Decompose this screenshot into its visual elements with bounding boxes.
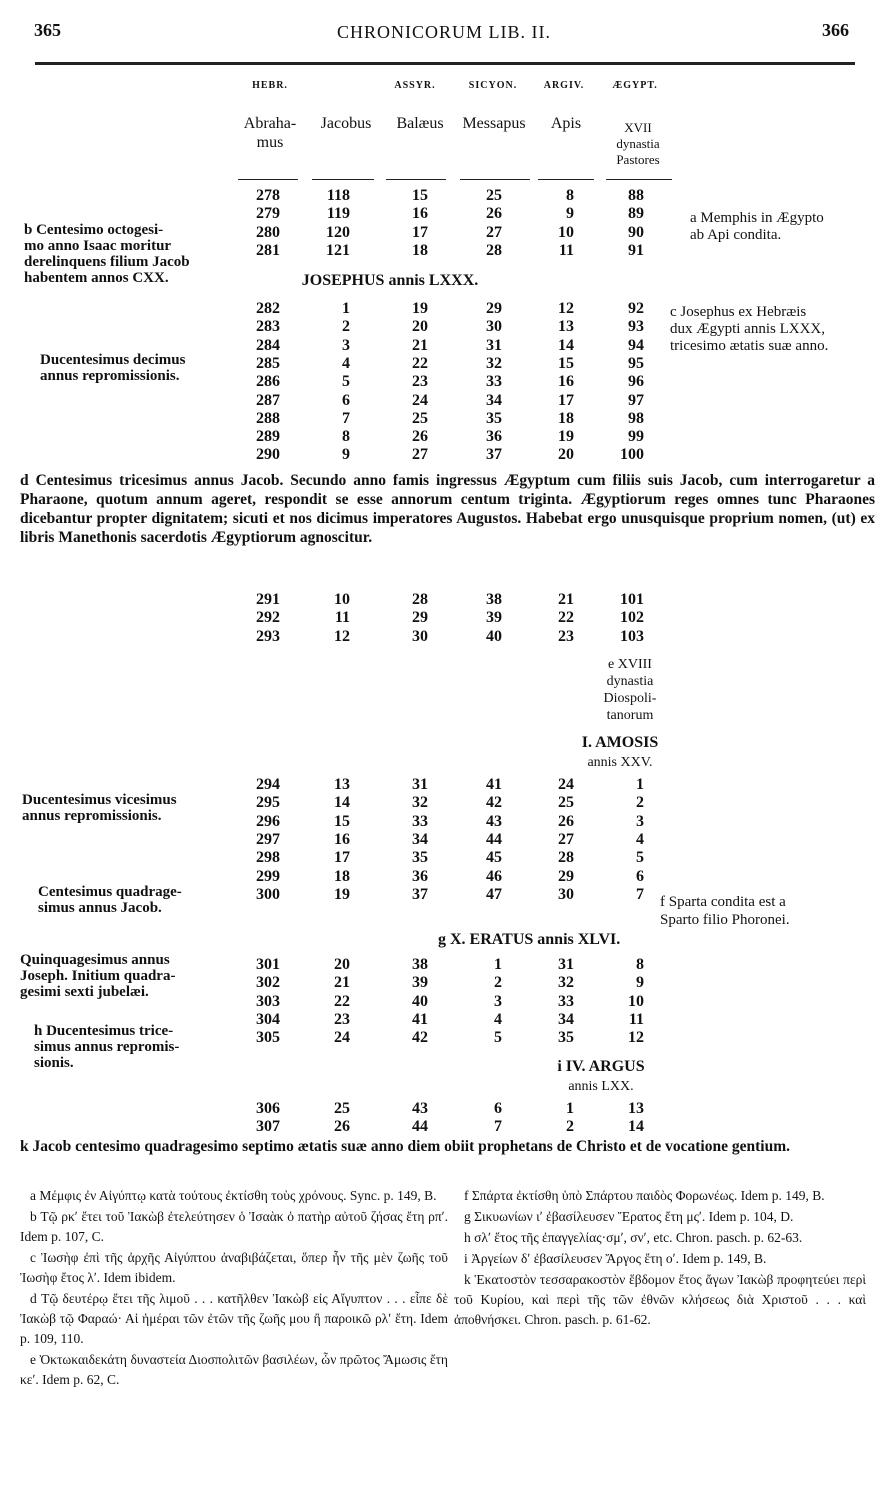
footnote: c Ἰωσὴφ ἐπὶ τῆς ἀρχῆς Αἰγύπτου ἀναβιβάζεται, ὅπερ ἦν τῆς μὲν ζωῆς τοῦ Ἰωσὴφ ἔτος λʹ. Idem ibidem. xyxy=(20,1250,448,1285)
table-cell: 37 xyxy=(486,446,502,464)
table-cell: 33 xyxy=(412,812,428,830)
table-cell: 26 xyxy=(558,812,574,830)
table-cell: 98 xyxy=(628,409,644,427)
table-cell: 31 xyxy=(486,336,502,354)
footnotes-left xyxy=(20,1186,448,1391)
dynasty-xviii-heading: e XVIII dynastia Diospoli- tanorum xyxy=(603,657,657,723)
table-cell: 120 xyxy=(326,223,350,241)
footnote: b Τῷ ρκʹ ἔτει τοῦ Ἰακὼβ ἐτελεύτησεν ὁ Ἰσαὰκ ὁ πατὴρ αὐτοῦ ζήσας ἔτη ρπʹ. Idem p. 107, C. xyxy=(20,1209,448,1244)
table-cell: 18 xyxy=(334,867,350,885)
table-cell: 26 xyxy=(412,428,428,446)
page-number-left: 365 xyxy=(34,20,61,40)
table-cell: 118 xyxy=(326,187,350,204)
table-cell: 6 xyxy=(494,1100,502,1117)
col-rule xyxy=(460,179,530,180)
table-cell: 34 xyxy=(558,1010,574,1028)
table-cell: 4 xyxy=(636,830,644,848)
table-cell: 280 xyxy=(256,223,280,241)
footnote: a Μέμφις ἐν Αἰγύπτῳ κατὰ τούτους ἐκτίσθη τοὺς χρόνους. Sync. p. 149, B. xyxy=(30,1188,437,1203)
table-cell: 38 xyxy=(412,956,428,973)
table-cell: 37 xyxy=(412,885,428,903)
table-cell: 22 xyxy=(412,354,428,372)
table-cell: 9 xyxy=(566,205,574,223)
table-cell: 291 xyxy=(256,591,280,608)
table-cell: 5 xyxy=(342,373,350,391)
table-cell: 15 xyxy=(334,812,350,830)
col-head-sicyon: SICYON. xyxy=(468,80,518,91)
table-cell: 12 xyxy=(628,1029,644,1047)
table-cell: 103 xyxy=(620,627,644,645)
table-cell: 43 xyxy=(412,1100,428,1117)
table-cell: 14 xyxy=(334,794,350,812)
table-cell: 10 xyxy=(628,992,644,1010)
table-cell: 97 xyxy=(628,391,644,409)
table-row xyxy=(0,410,888,428)
table-cell: 304 xyxy=(256,1010,280,1028)
table-row xyxy=(0,868,888,886)
table-cell: 9 xyxy=(636,974,644,992)
table-cell: 18 xyxy=(412,241,428,259)
table-cell: 8 xyxy=(342,428,350,446)
table-cell: 31 xyxy=(558,956,574,973)
table-cell: 88 xyxy=(628,187,644,204)
note-quadragesimus: Centesimus quadrage- simus annus Jacob. xyxy=(38,884,182,916)
table-row xyxy=(0,187,888,205)
table-cell: 20 xyxy=(334,956,350,973)
col-name-pastores: XVII dynastia Pastores xyxy=(616,120,660,167)
table-cell: 16 xyxy=(412,205,428,223)
col-name-messapus: Messapus xyxy=(462,115,526,132)
table-cell: 298 xyxy=(256,849,280,867)
table-cell: 24 xyxy=(334,1029,350,1047)
table-cell: 34 xyxy=(412,830,428,848)
table-cell: 99 xyxy=(628,428,644,446)
table-cell: 11 xyxy=(558,241,574,259)
table-cell: 119 xyxy=(326,205,350,223)
table-row xyxy=(0,591,888,609)
table-cell: 1 xyxy=(494,956,502,973)
table-cell: 102 xyxy=(620,609,644,627)
table-cell: 6 xyxy=(342,391,350,409)
table-cell: 294 xyxy=(256,776,280,793)
col-rule xyxy=(538,179,594,180)
table-cell: 26 xyxy=(486,205,502,223)
table-row xyxy=(0,831,888,849)
table-cell: 43 xyxy=(486,812,502,830)
table-cell: 36 xyxy=(486,428,502,446)
table-cell: 29 xyxy=(558,867,574,885)
table-cell: 121 xyxy=(326,241,350,259)
table-cell: 93 xyxy=(628,318,644,336)
table-cell: 306 xyxy=(256,1100,280,1117)
table-cell: 303 xyxy=(256,992,280,1010)
table-row xyxy=(0,849,888,867)
table-cell: 42 xyxy=(412,1029,428,1047)
footnote: f Σπάρτα ἐκτίσθη ὑπὸ Σπάρτου παιδὸς Φορωνέως. Idem p. 149, B. xyxy=(464,1188,825,1203)
table-cell: 39 xyxy=(486,609,502,627)
table-cell: 284 xyxy=(256,336,280,354)
col-rule xyxy=(386,179,446,180)
table-cell: 22 xyxy=(334,992,350,1010)
table-cell: 25 xyxy=(486,187,502,204)
note-decimus: Ducentesimus decimus annus repromissionis. xyxy=(40,352,186,384)
table-cell: 15 xyxy=(412,187,428,204)
table-cell: 22 xyxy=(558,609,574,627)
table-cell: 28 xyxy=(486,241,502,259)
table-cell: 30 xyxy=(412,627,428,645)
table-cell: 32 xyxy=(412,794,428,812)
table-cell: 302 xyxy=(256,974,280,992)
table-cell: 33 xyxy=(486,373,502,391)
table-cell: 11 xyxy=(334,609,350,627)
table-cell: 2 xyxy=(342,318,350,336)
table-cell: 41 xyxy=(412,1010,428,1028)
table-cell: 278 xyxy=(256,187,280,204)
col-head-aegypt: ÆGYPT. xyxy=(612,80,658,91)
table-cell: 6 xyxy=(636,867,644,885)
table-cell: 32 xyxy=(558,974,574,992)
eratus-heading: g X. ERATUS annis XLVI. xyxy=(438,931,621,948)
table-cell: 7 xyxy=(494,1118,502,1136)
table-cell: 26 xyxy=(334,1118,350,1136)
col-rule xyxy=(238,179,298,180)
note-b: b Centesimo octogesi- mo anno Isaac moritur derelinquens filium Jacob habentem annos CXX. xyxy=(24,222,190,286)
table-cell: 39 xyxy=(412,974,428,992)
table-cell: 15 xyxy=(558,354,574,372)
table-cell: 2 xyxy=(636,794,644,812)
table-cell: 92 xyxy=(628,300,644,317)
table-cell: 16 xyxy=(558,373,574,391)
page-header xyxy=(0,0,888,70)
table-cell: 90 xyxy=(628,223,644,241)
table-cell: 21 xyxy=(412,336,428,354)
table-cell: 89 xyxy=(628,205,644,223)
table-cell: 13 xyxy=(334,776,350,793)
table-cell: 25 xyxy=(334,1100,350,1117)
running-title: CHRONICORUM LIB. II. xyxy=(336,22,551,42)
table-cell: 7 xyxy=(636,885,644,903)
table-cell: 35 xyxy=(412,849,428,867)
table-cell: 34 xyxy=(486,391,502,409)
table-cell: 33 xyxy=(558,992,574,1010)
table-cell: 301 xyxy=(256,956,280,973)
table-cell: 18 xyxy=(558,409,574,427)
table-cell: 3 xyxy=(494,992,502,1010)
table-cell: 27 xyxy=(558,830,574,848)
table-cell: 94 xyxy=(628,336,644,354)
table-cell: 24 xyxy=(412,391,428,409)
table-row xyxy=(0,1118,888,1136)
table-cell: 13 xyxy=(628,1100,644,1117)
table-cell: 25 xyxy=(412,409,428,427)
table-cell: 2 xyxy=(494,974,502,992)
footnote: i Ἀργείων δʹ ἐβασίλευσεν Ἄργος ἔτη οʹ. Idem p. 149, B. xyxy=(464,1251,767,1266)
col-head-argiv: ARGIV. xyxy=(543,80,585,91)
table-cell: 14 xyxy=(558,336,574,354)
josephus-heading: JOSEPHUS annis LXXX. xyxy=(301,272,479,289)
note-c: c Josephus ex Hebræis dux Ægypti annis LXXX, tricesimo ætatis suæ anno. xyxy=(670,304,829,354)
table-cell: 13 xyxy=(558,318,574,336)
footnote: e Ὀκτωκαιδεκάτη δυναστεία Διοσπολιτῶν βασιλέων, ὧν πρῶτος Ἄμωσις ἔτη κεʹ. Idem p. 62, C. xyxy=(20,1352,448,1387)
note-quinquagesimus: Quinquagesimus annus Joseph. Initium quadra- gesimi sexti jubelæi. xyxy=(20,952,176,1000)
table-cell: 47 xyxy=(486,885,502,903)
table-cell: 28 xyxy=(412,591,428,608)
table-cell: 9 xyxy=(342,446,350,464)
table-cell: 4 xyxy=(342,354,350,372)
table-cell: 296 xyxy=(256,812,280,830)
table-cell: 290 xyxy=(256,446,280,464)
table-cell: 46 xyxy=(486,867,502,885)
table-cell: 299 xyxy=(256,867,280,885)
footnote: h σλʹ ἔτος τῆς ἐπαγγελίας·σμʹ, σνʹ, etc. Chron. pasch. p. 62-63. xyxy=(464,1230,803,1245)
table-cell: 19 xyxy=(558,428,574,446)
table-cell: 287 xyxy=(256,391,280,409)
table-cell: 101 xyxy=(620,591,644,608)
col-name-balaeus: Balæus xyxy=(396,115,444,132)
table-cell: 23 xyxy=(558,627,574,645)
table-cell: 3 xyxy=(636,812,644,830)
table-cell: 2 xyxy=(566,1118,574,1136)
table-cell: 305 xyxy=(256,1029,280,1047)
table-row xyxy=(0,428,888,446)
table-cell: 17 xyxy=(558,391,574,409)
table-cell: 295 xyxy=(256,794,280,812)
note-h: h Ducentesimus trice- simus annus repromis- sionis. xyxy=(34,1023,180,1071)
table-cell: 44 xyxy=(412,1118,428,1136)
table-cell: 23 xyxy=(412,373,428,391)
note-vicesimus: Ducentesimus vicesimus annus repromissionis. xyxy=(22,792,177,824)
table-cell: 25 xyxy=(558,794,574,812)
table-cell: 293 xyxy=(256,627,280,645)
table-cell: 35 xyxy=(486,409,502,427)
table-cell: 282 xyxy=(256,300,280,317)
footnote: g Σικυωνίων ιʹ ἐβασίλευσεν Ἔρατος ἔτη μςʹ. Idem p. 104, D. xyxy=(464,1209,794,1224)
paragraph-k: k Jacob centesimo quadragesimo septimo ætatis suæ anno diem obiit prophetans de Christo et de vocatione gentium. xyxy=(20,1138,790,1155)
col-head-hebr: HEBR. xyxy=(252,80,288,91)
table-cell: 44 xyxy=(486,830,502,848)
amosis-heading: I. AMOSIS xyxy=(581,734,659,751)
table-cell: 10 xyxy=(334,591,350,608)
table-cell: 307 xyxy=(256,1118,280,1136)
table-cell: 42 xyxy=(486,794,502,812)
col-name-apis: Apis xyxy=(550,115,582,132)
table-cell: 40 xyxy=(412,992,428,1010)
footnote: k Ἑκατοστὸν τεσσαρακοστὸν ἕβδομον ἔτος ἄγων Ἰακὼβ προφητεύει περὶ τοῦ Κυρίου, καὶ περὶ τῆς τῶν ἐθνῶν κλήσεως διὰ Χριστοῦ . . . καὶ ἀποθνήσκει. Chron. pasch. p. 61-62. xyxy=(454,1272,866,1327)
table-cell: 8 xyxy=(566,187,574,204)
table-cell: 1 xyxy=(566,1100,574,1117)
table-cell: 1 xyxy=(342,300,350,317)
footnotes-right xyxy=(454,1186,866,1331)
table-cell: 17 xyxy=(412,223,428,241)
table-cell: 10 xyxy=(558,223,574,241)
table-cell: 21 xyxy=(334,974,350,992)
table-cell: 38 xyxy=(486,591,502,608)
col-rule xyxy=(606,179,672,180)
table-cell: 21 xyxy=(558,591,574,608)
argus-years: annis LXX. xyxy=(568,1079,634,1094)
table-cell: 31 xyxy=(412,776,428,793)
table-cell: 32 xyxy=(486,354,502,372)
page-number-right: 366 xyxy=(822,20,849,40)
table-cell: 45 xyxy=(486,849,502,867)
table-cell: 41 xyxy=(486,776,502,793)
table-cell: 29 xyxy=(486,300,502,317)
footnote: d Τῷ δευτέρῳ ἔτει τῆς λιμοῦ . . . κατῆλθεν Ἰακὼβ εἰς Αἴγυπτον . . . εἶπε δὲ Ἰακὼβ τῷ Φαραώ· Αἱ ἡμέραι τῶν ἐτῶν τῆς ζωῆς μου ἢ παροικῶ ρλʹ ἔτη. Idem p. 109, 110. xyxy=(20,1291,448,1346)
table-cell: 19 xyxy=(412,300,428,317)
table-row xyxy=(0,446,888,464)
table-cell: 23 xyxy=(334,1010,350,1028)
table-cell: 36 xyxy=(412,867,428,885)
header-rule xyxy=(35,62,855,65)
table-cell: 288 xyxy=(256,409,280,427)
col-head-assyr: ASSYR. xyxy=(394,80,436,91)
table-cell: 285 xyxy=(256,354,280,372)
table-cell: 292 xyxy=(256,609,280,627)
table-cell: 20 xyxy=(558,446,574,464)
table-cell: 30 xyxy=(558,885,574,903)
table-row xyxy=(0,628,888,646)
paragraph-d: d Centesimus tricesimus annus Jacob. Secundo anno famis ingressus Ægyptum cum filiis suis Jacob, cum interrogaretur a Pharaone, quotum annum ageret, respondit se esse annorum centum triginta. Ægyptiorum reges omnes tunc Pharaones dicebantur propter dignitatem; sicuti et nos dicimus imperatores Augustos. Habebat ergo unusquisque proprium nomen, (ut) ex libris Manethonis sacerdotis Ægyptiorum agnoscitur. xyxy=(20,472,875,546)
note-a: a Memphis in Ægypto ab Api condita. xyxy=(690,210,824,243)
table-cell: 4 xyxy=(494,1010,502,1028)
table-cell: 11 xyxy=(628,1010,644,1028)
col-name-jacobus: Jacobus xyxy=(320,115,372,132)
table-cell: 24 xyxy=(558,776,574,793)
table-cell: 100 xyxy=(620,446,644,464)
table-cell: 30 xyxy=(486,318,502,336)
table-cell: 91 xyxy=(628,241,644,259)
table-cell: 1 xyxy=(636,776,644,793)
table-cell: 300 xyxy=(256,885,280,903)
table-cell: 12 xyxy=(334,627,350,645)
amosis-years: annis XXV. xyxy=(587,755,653,770)
table-cell: 20 xyxy=(412,318,428,336)
table-cell: 27 xyxy=(412,446,428,464)
table-cell: 29 xyxy=(412,609,428,627)
note-f: f Sparta condita est a Sparto filio Phoronei. xyxy=(660,894,790,928)
table-cell: 27 xyxy=(486,223,502,241)
table-row xyxy=(0,1100,888,1118)
table-cell: 281 xyxy=(256,241,280,259)
table-row xyxy=(0,392,888,410)
table-cell: 35 xyxy=(558,1029,574,1047)
table-cell: 3 xyxy=(342,336,350,354)
table-cell: 96 xyxy=(628,373,644,391)
table-cell: 16 xyxy=(334,830,350,848)
table-cell: 14 xyxy=(628,1118,644,1136)
col-rule xyxy=(312,179,374,180)
table-cell: 289 xyxy=(256,428,280,446)
table-cell: 5 xyxy=(494,1029,502,1047)
table-cell: 40 xyxy=(486,627,502,645)
table-row xyxy=(0,609,888,627)
table-cell: 95 xyxy=(628,354,644,372)
table-cell: 12 xyxy=(558,300,574,317)
table-cell: 286 xyxy=(256,373,280,391)
table-cell: 8 xyxy=(636,956,644,973)
table-cell: 283 xyxy=(256,318,280,336)
table-cell: 7 xyxy=(342,409,350,427)
argus-heading: i IV. ARGUS xyxy=(557,1058,645,1075)
table-cell: 279 xyxy=(256,205,280,223)
table-cell: 17 xyxy=(334,849,350,867)
col-name-abrahamus: Abraha- mus xyxy=(243,115,297,151)
table-cell: 5 xyxy=(636,849,644,867)
table-cell: 28 xyxy=(558,849,574,867)
table-cell: 297 xyxy=(256,830,280,848)
table-cell: 19 xyxy=(334,885,350,903)
